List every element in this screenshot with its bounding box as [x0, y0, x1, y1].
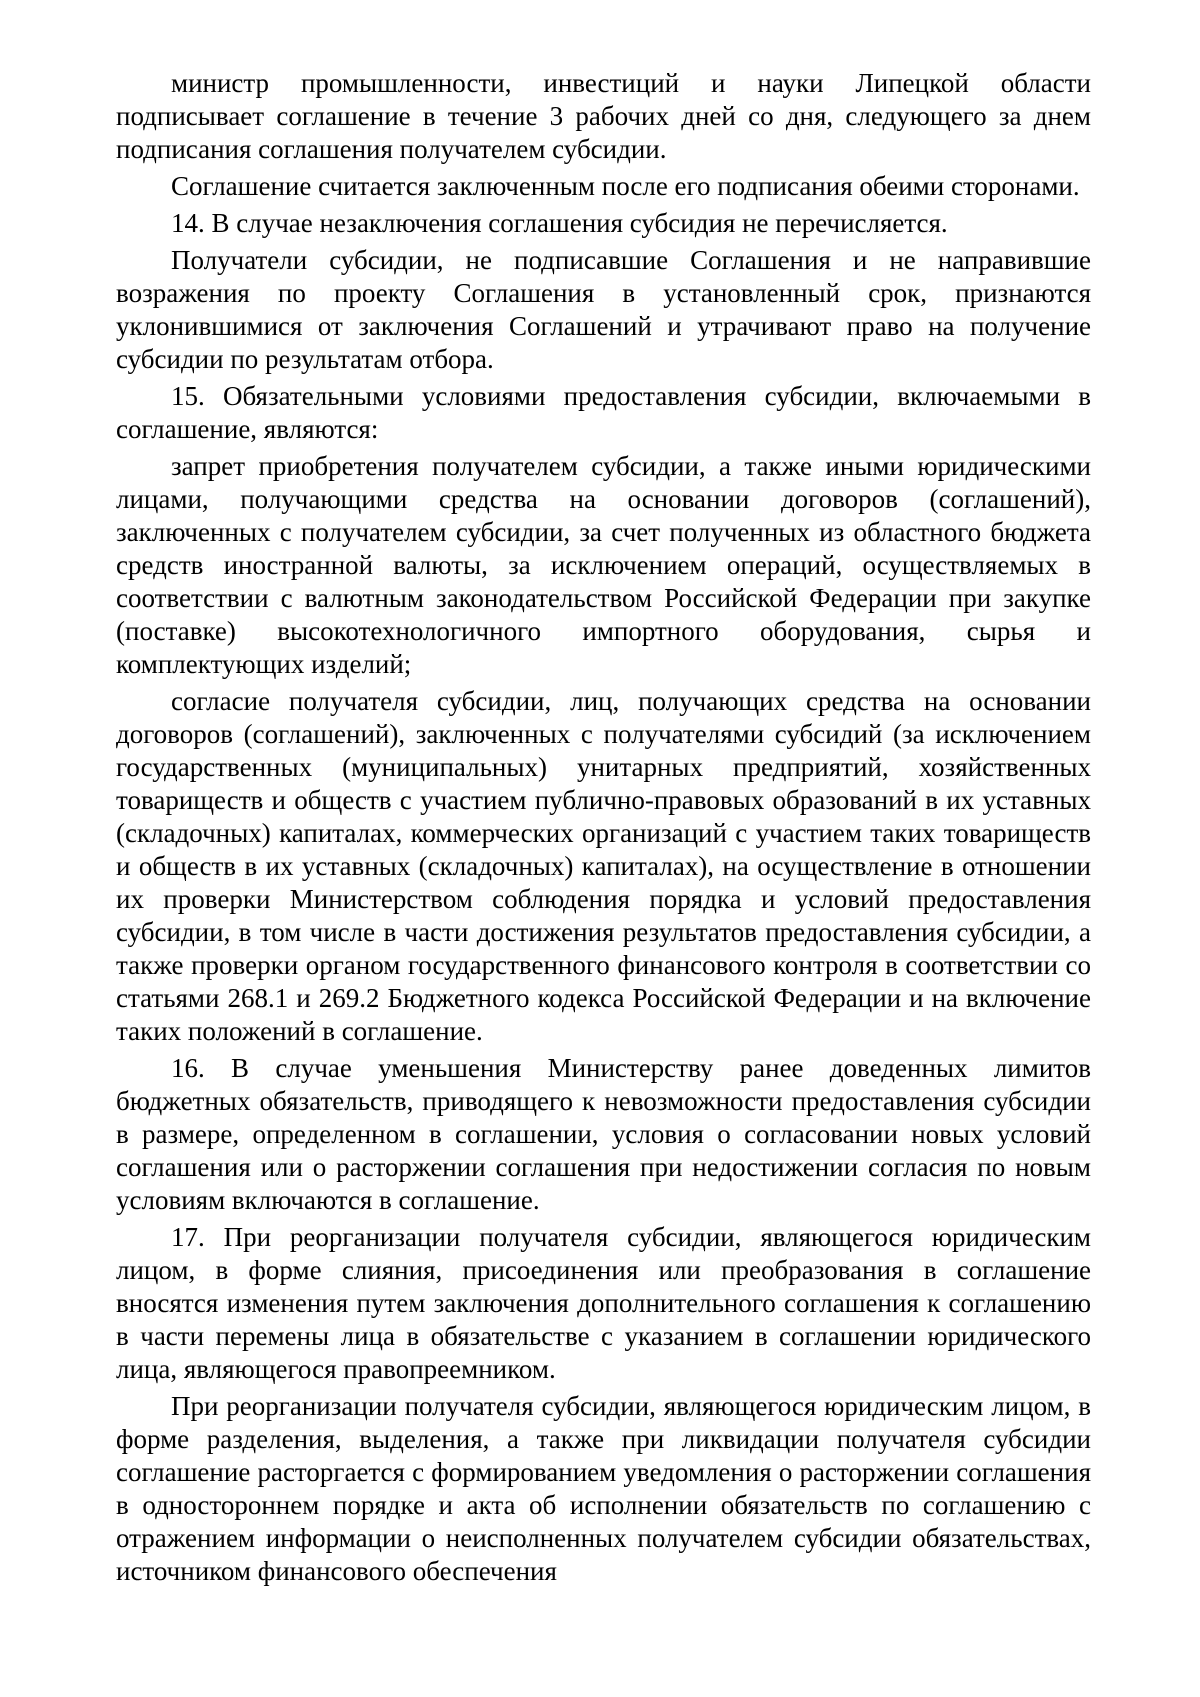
paragraph-14-refusal: Получатели субсидии, не подписавшие Соглашения и не направившие возражения по проекту Соглашения в установленный срок, признаются уклонившимися от заключения Соглашений и утрачивают право на получение субсидии по результатам отбора.	[116, 245, 1091, 374]
paragraph-16: 16. В случае уменьшения Министерству ранее доведенных лимитов бюджетных обязательств, приводящего к невозможности предоставления субсидии в размере, определенном в соглашении, условия о согласовании новых условий соглашения или о расторжении соглашения при недостижении согласия по новым условиям включаются в соглашение.	[116, 1053, 1091, 1215]
paragraph-15-inspection-consent: согласие получателя субсидии, лиц, получающих средства на основании договоров (соглашений), заключенных с получателями субсидий (за исключением государственных (муниципальных) унитарных предприятий, хозяйственных товариществ и обществ с участием публично-правовых образований в их уставных (складочных) капиталах, коммерческих организаций с участием таких товариществ и обществ в их уставных (складочных) капиталах), на осуществление в отношении их проверки Министерством соблюдения порядка и условий предоставления субсидии, в том числе в части достижения результатов предоставления субсидии, а также проверки органом государственного финансового контроля в соответствии со статьями 268.1 и 269.2 Бюджетного кодекса Российской Федерации и на включение таких положений в соглашение.	[116, 686, 1091, 1046]
paragraph-signing-by-minister: министр промышленности, инвестиций и науки Липецкой области подписывает соглашение в течение 3 рабочих дней со дня, следующего за днем подписания соглашения получателем субсидии.	[116, 68, 1091, 164]
paragraph-14: 14. В случае незаключения соглашения субсидия не перечисляется.	[171, 208, 948, 238]
paragraph-17-liquidation: При реорганизации получателя субсидии, являющегося юридическим лицом, в форме разделения, выделения, а также при ликвидации получателя субсидии соглашение расторгается с формированием уведомления о расторжении соглашения в одностороннем порядке и акта об исполнении обязательств по соглашению с отражением информации о неисполненных получателем субсидии обязательствах, источником финансового обеспечения	[116, 1391, 1091, 1586]
paragraph-17: 17. При реорганизации получателя субсидии, являющегося юридическим лицом, в форме слияния, присоединения или преобразования в соглашение вносятся изменения путем заключения дополнительного соглашения к соглашению в части перемены лица в обязательстве с указанием в соглашении юридического лица, являющегося правопреемником.	[116, 1222, 1091, 1384]
paragraph-agreement-concluded: Соглашение считается заключенным после его подписания обеими сторонами.	[171, 171, 1080, 201]
paragraph-15-currency-ban: запрет приобретения получателем субсидии, а также иными юридическими лицами, получающими средства на основании договоров (соглашений), заключенных с получателем субсидии, за счет полученных из областного бюджета средств иностранной валюты, за исключением операций, осуществляемых в соответствии с валютным законодательством Российской Федерации при закупке (поставке) высокотехнологичного импортного оборудования, сырья и комплектующих изделий;	[116, 451, 1091, 679]
document-page	[116, 67, 1091, 1592]
paragraph-15: 15. Обязательными условиями предоставления субсидии, включаемыми в соглашение, являются:	[116, 381, 1091, 444]
